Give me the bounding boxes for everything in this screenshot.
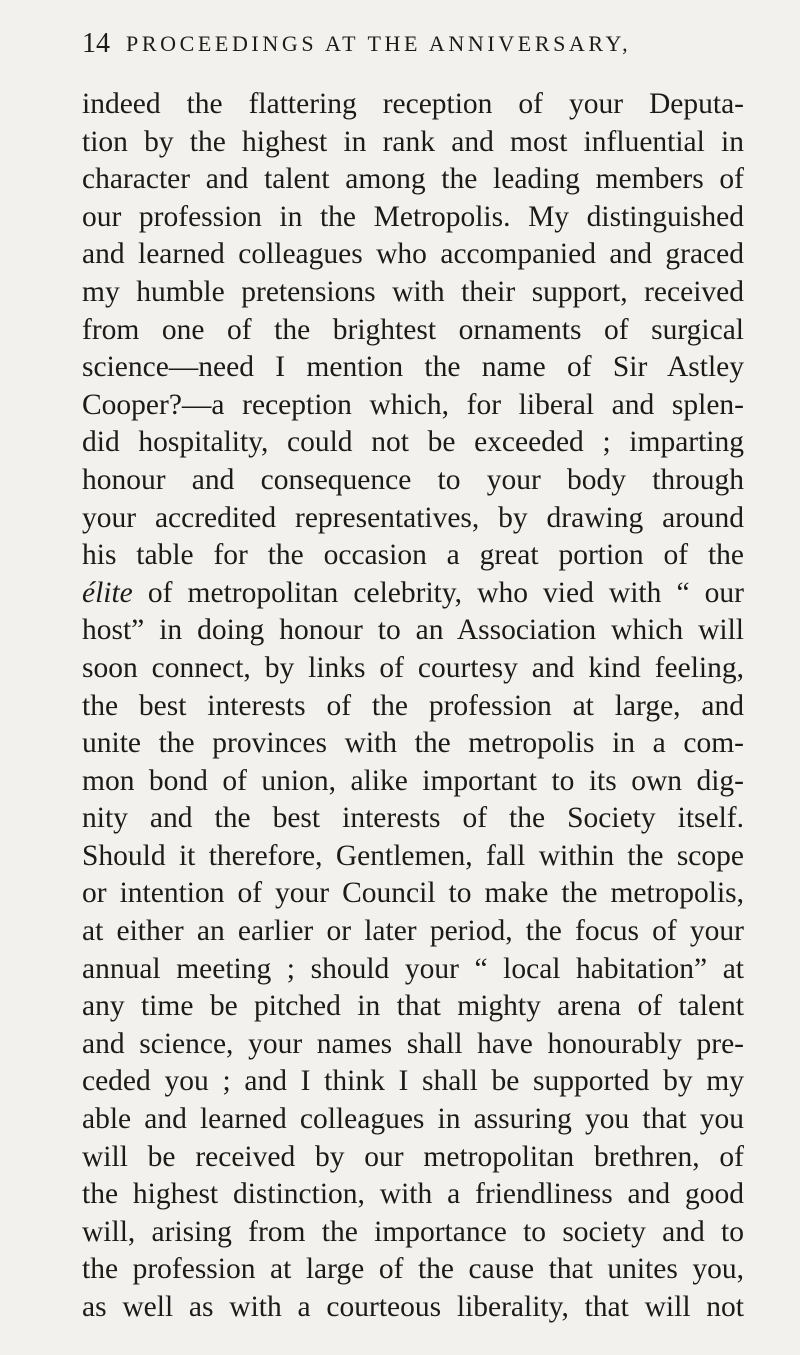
page-number: 14: [82, 28, 110, 59]
text-line: any time be pitched in that mighty arena of talent: [82, 990, 744, 1023]
body-text: [82, 86, 744, 1327]
text-line: tion by the highest in rank and most influential in: [82, 125, 744, 158]
text-line: as well as with a courteous liberality, that will not: [82, 1291, 744, 1323]
text-line: the profession at large of the cause that unites you,: [82, 1253, 744, 1286]
text-line: his table for the occasion a great portion of the: [82, 539, 744, 572]
page-header: [82, 24, 742, 64]
text-line: and science, your names shall have honourably pre-: [82, 1027, 744, 1060]
text-line: the best interests of the profession at large, and: [82, 689, 744, 722]
text-line: our profession in the Metropolis. My distinguished: [82, 200, 744, 233]
text-line: Cooper?—a reception which, for liberal and splen-: [82, 388, 744, 421]
text-line: soon connect, by links of courtesy and kind feeling,: [82, 651, 744, 684]
text-line: nity and the best interests of the Society itself.: [82, 802, 744, 835]
running-head: PROCEEDINGS AT THE ANNIVERSARY,: [126, 31, 632, 56]
text-line: my humble pretensions with their support, received: [82, 275, 744, 308]
text-line: élite of metropolitan celebrity, who vied with “ our: [82, 576, 744, 609]
text-line: host” in doing honour to an Association which will: [82, 614, 744, 647]
text-line: annual meeting ; should your “ local habitation” at: [82, 952, 744, 985]
text-line: able and learned colleagues in assuring you that you: [82, 1103, 744, 1136]
text-line: will, arising from the importance to society and to: [82, 1215, 744, 1248]
text-line: character and talent among the leading members of: [82, 163, 744, 196]
text-line: Should it therefore, Gentlemen, fall within the scope: [82, 839, 744, 872]
text-line: at either an earlier or later period, the focus of your: [82, 915, 744, 948]
text-line: your accredited representatives, by drawing around: [82, 501, 744, 534]
text-line: mon bond of union, alike important to its own dig-: [82, 764, 744, 797]
text-line: unite the provinces with the metropolis in a com-: [82, 727, 744, 760]
text-line: from one of the brightest ornaments of surgical: [82, 313, 744, 346]
text-line: ceded you ; and I think I shall be supported by my: [82, 1065, 744, 1098]
text-line: and learned colleagues who accompanied and graced: [82, 238, 744, 271]
italic-word: élite: [82, 576, 133, 609]
text-line: honour and consequence to your body through: [82, 463, 744, 496]
text-line: indeed the flattering reception of your Deputa-: [82, 88, 744, 120]
text-line: did hospitality, could not be exceeded ; imparting: [82, 426, 744, 459]
text-line: the highest distinction, with a friendliness and good: [82, 1178, 744, 1211]
text-line: will be received by our metropolitan brethren, of: [82, 1140, 744, 1173]
text-line: science—need I mention the name of Sir Astley: [82, 351, 744, 384]
text-line: or intention of your Council to make the metropolis,: [82, 877, 744, 910]
